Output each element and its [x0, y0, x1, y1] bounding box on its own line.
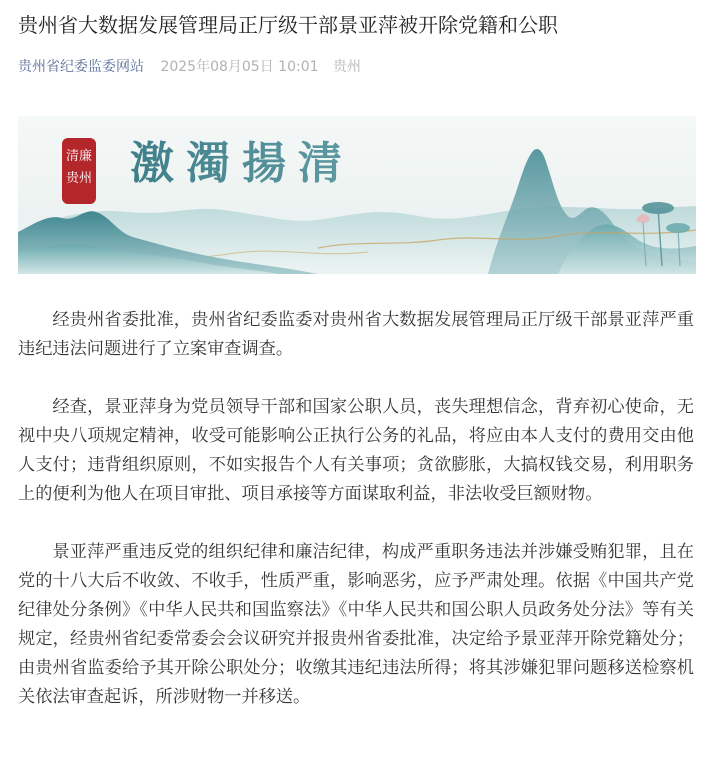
paragraph: 经查，景亚萍身为党员领导干部和国家公职人员，丧失理想信念，背弃初心使命，无视中央八项规定精神，收受可能影响公正执行公务的礼品，将应由本人支付的费用交由他人支付；违背组织原则，不如实报告个人有关事项；贪欲膨胀，大搞权钱交易，利用职务上的便利为他人在项目审批、项目承接等方面谋取利益，非法收受巨额财物。: [18, 397, 694, 504]
seal-stamp: [62, 138, 96, 204]
paragraph: 经贵州省委批准，贵州省纪委监委对贵州省大数据发展管理局正厅级干部景亚萍严重违纪违法问题进行了立案审查调查。: [18, 310, 694, 359]
account-name-link[interactable]: 贵州省纪委监委网站: [18, 59, 144, 75]
banner-illustration: [18, 116, 696, 274]
article-body: [18, 306, 694, 741]
paragraph: 景亚萍严重违反党的组织纪律和廉洁纪律，构成严重职务违法并涉嫌受贿犯罪，且在党的十八大后不收敛、不收手，性质严重，影响恶劣，应予严肃处理。依据《中国共产党纪律处分条例》《中华人民共和国监察法》《中华人民共和国公职人员政务处分法》等有关规定，经贵州省纪委常委会会议研究并报贵州省委批准，决定给予景亚萍开除党籍处分；由贵州省监委给予其开除公职处分；收缴其违纪违法所得；将其涉嫌犯罪问题移送检察机关依法审查起诉，所涉财物一并移送。: [18, 542, 694, 707]
article-meta: [18, 57, 361, 77]
seal-text-bottom: 贵州: [65, 171, 93, 186]
article-title: 贵州省大数据发展管理局正厅级干部景亚萍被开除党籍和公职: [18, 13, 558, 37]
seal-text-top: 清廉: [65, 149, 93, 164]
publish-location: 贵州: [332, 59, 361, 75]
banner-calligraphy: 激濁揚清: [130, 138, 354, 189]
header-banner: [18, 116, 696, 274]
publish-date: 2025年08月05日 10:01: [160, 59, 319, 75]
